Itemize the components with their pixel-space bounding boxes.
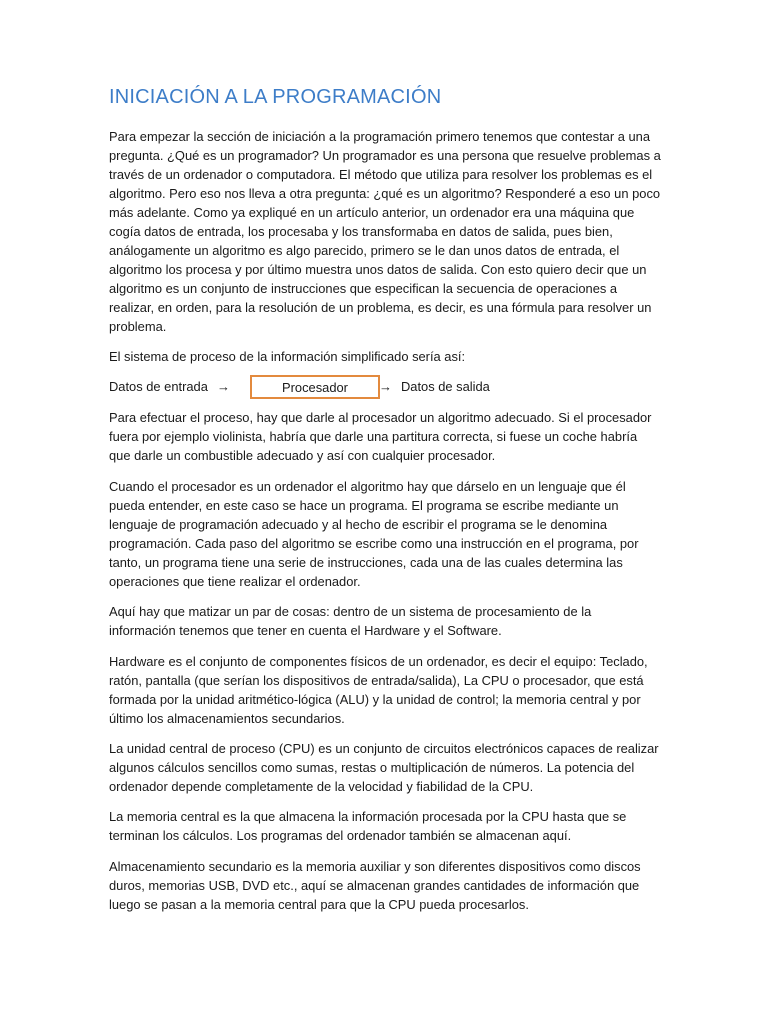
flow-input-label: Datos de entrada bbox=[109, 379, 208, 394]
flow-arrow-right-icon: → bbox=[217, 379, 230, 394]
flow-output-label: Datos de salida bbox=[401, 379, 490, 394]
paragraph-intro: Para empezar la sección de iniciación a la programación primero tenemos que contestar a una pregunta. ¿Qué es un programador? Un programador es una persona que resuelve problemas a través de un ordenador o computadora. El método que utiliza para resolver los problemas es el algoritmo. Pero eso nos lleva a otra pregunta: ¿qué es un algoritmo? Responderé a eso un poco más adelante. Como ya expliqué en un artículo anterior, un ordenador era una máquina que cogía datos de entrada, los procesaba y los transformaba en datos de salida, pues bien, análogamente un algoritmo es algo parecido, primero se le dan unos datos de entrada, el algoritmo los procesa y por último muestra unos datos de salida. Con esto quiero decir que un algoritmo es un conjunto de instrucciones que especifican la secuencia de operaciones a realizar, en orden, para la resolución de un problema, es decir, es una fórmula para resolver un problema. bbox=[109, 129, 661, 334]
process-flow-diagram bbox=[109, 375, 669, 403]
paragraph-secondary-storage: Almacenamiento secundario es la memoria auxiliar y son diferentes dispositivos como discos duros, memorias USB, DVD etc., aquí se almacenan grandes cantidades de información que luego se pasan a la memoria central para que la CPU pueda procesarlos. bbox=[109, 859, 641, 912]
paragraph-system-intro: El sistema de proceso de la información simplificado sería así: bbox=[109, 349, 466, 364]
paragraph-cpu: La unidad central de proceso (CPU) es un conjunto de circuitos electrónicos capaces de realizar algunos cálculos sencillos como sumas, restas o multiplicación de números. La potencia del ordenador depende completamente de la velocidad y fiabilidad de la CPU. bbox=[109, 741, 659, 794]
processor-label: Procesador bbox=[282, 379, 348, 395]
paragraph-programming: Cuando el procesador es un ordenador el algoritmo hay que dárselo en un lenguaje que él pueda entender, en este caso se hace un programa. El programa se escribe mediante un lenguaje de programación adecuado y al hecho de escribir el programa se le denomina programación. Cada paso del algoritmo se escribe como una instrucción en el programa, por tanto, un programa tiene una serie de instrucciones, cada una de las cuales determina las operaciones que tiene realizar el ordenador. bbox=[109, 479, 639, 589]
flow-arrow-right-icon: → bbox=[379, 379, 392, 394]
paragraph-hardware: Hardware es el conjunto de componentes físicos de un ordenador, es decir el equipo: Teclado, ratón, pantalla (que serían los dispositivos de entrada/salida), La CPU o procesador, que está formada por la unidad aritmético-lógica (ALU) y la unidad de control; la memoria central y por último los almacenamientos secundarios. bbox=[109, 654, 648, 726]
processor-box bbox=[250, 375, 380, 399]
paragraph-hardware-software: Aquí hay que matizar un par de cosas: dentro de un sistema de procesamiento de la información tenemos que tener en cuenta el Hardware y el Software. bbox=[109, 604, 592, 638]
paragraph-processor: Para efectuar el proceso, hay que darle al procesador un algoritmo adecuado. Si el procesador fuera por ejemplo violinista, habría que darle una partitura correcta, si fuese un coche habría que darle un combustible adecuado y así con cualquier procesador. bbox=[109, 410, 652, 463]
page-title: INICIACIÓN A LA PROGRAMACIÓN bbox=[109, 86, 442, 108]
paragraph-memory: La memoria central es la que almacena la información procesada por la CPU hasta que se terminan los cálculos. Los programas del ordenador también se almacenan aquí. bbox=[109, 809, 627, 843]
